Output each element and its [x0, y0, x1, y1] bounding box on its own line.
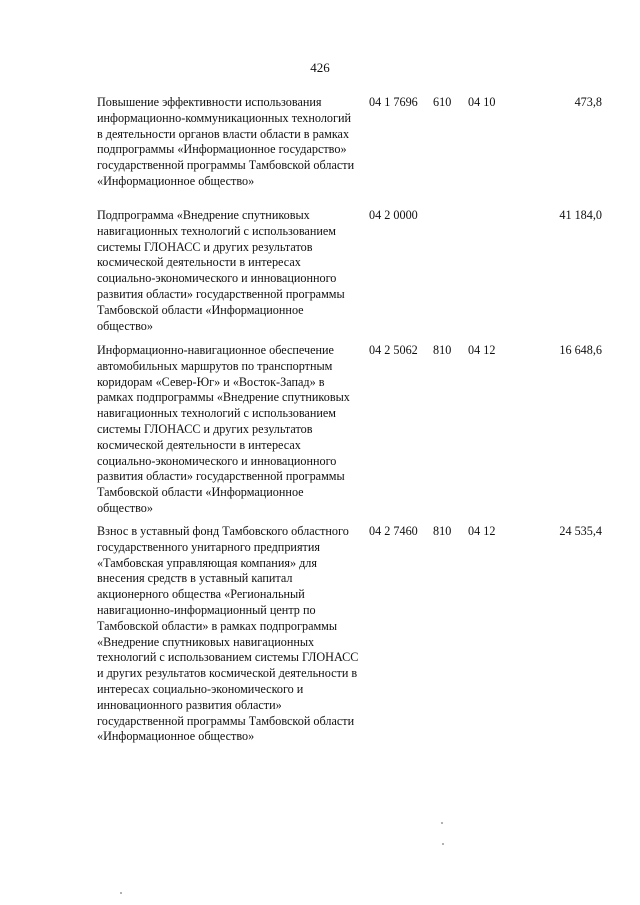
row-target-article-code: 04 2 5062 [369, 343, 418, 357]
row-target-article-code: 04 1 7696 [369, 95, 418, 109]
row-section-code: 04 12 [468, 343, 496, 357]
table-row [0, 521, 640, 781]
row-amount: 16 648,6 [559, 343, 602, 357]
scan-speck [441, 822, 443, 824]
row-description: Повышение эффективности использования информационно-коммуникационных технологий в деятельности органов власти области в рамках подпрограммы «Информационное государство» государственной программы Тамбовской области «Информационное общество» [97, 95, 355, 188]
budget-table [0, 92, 640, 781]
scan-speck [120, 892, 122, 894]
row-description: Информационно-навигационное обеспечение автомобильных маршрутов по транспортным коридорам «Север-Юг» и «Восток-Запад» в рамках подпрограммы «Внедрение спутниковых навигационных технологий с использованием системы ГЛОНАСС и других результатов космической деятельности в интересах социально-экономического и инновационного развития области» государственной программы Тамбовской области «Информационное общество» [97, 343, 350, 515]
table-row [0, 205, 640, 340]
row-description: Подпрограмма «Внедрение спутниковых навигационных технологий с использованием системы ГЛОНАСС и других результатов космической деятельности в интересах социально-экономического и инновационного развития области» государственной программы Тамбовской области «Информационное общество» [97, 208, 345, 333]
row-target-article-code: 04 2 7460 [369, 524, 418, 538]
table-row [0, 340, 640, 521]
scan-speck [442, 843, 444, 845]
row-amount: 41 184,0 [559, 208, 602, 222]
row-expense-type-code: 810 [433, 524, 452, 538]
row-section-code: 04 10 [468, 95, 496, 109]
page-number: 426 [310, 60, 330, 75]
row-amount: 473,8 [574, 95, 602, 109]
row-expense-type-code: 810 [433, 343, 452, 357]
row-target-article-code: 04 2 0000 [369, 208, 418, 222]
row-description: Взнос в уставный фонд Тамбовского областного государственного унитарного предприятия «Тамбовская управляющая компания» для внесения средств в уставный капитал акционерного общества «Региональный навигационно-информационный центр по Тамбовской области» в рамках подпрограммы «Внедрение спутниковых навигационных технологий с использованием системы ГЛОНАСС и других результатов космической деятельности в интересах социально-экономического и инновационного развития области» государственной программы Тамбовской области «Информационное общество» [97, 524, 359, 744]
row-section-code: 04 12 [468, 524, 496, 538]
row-expense-type-code: 610 [433, 95, 452, 109]
row-amount: 24 535,4 [559, 524, 602, 538]
table-row [0, 92, 640, 205]
